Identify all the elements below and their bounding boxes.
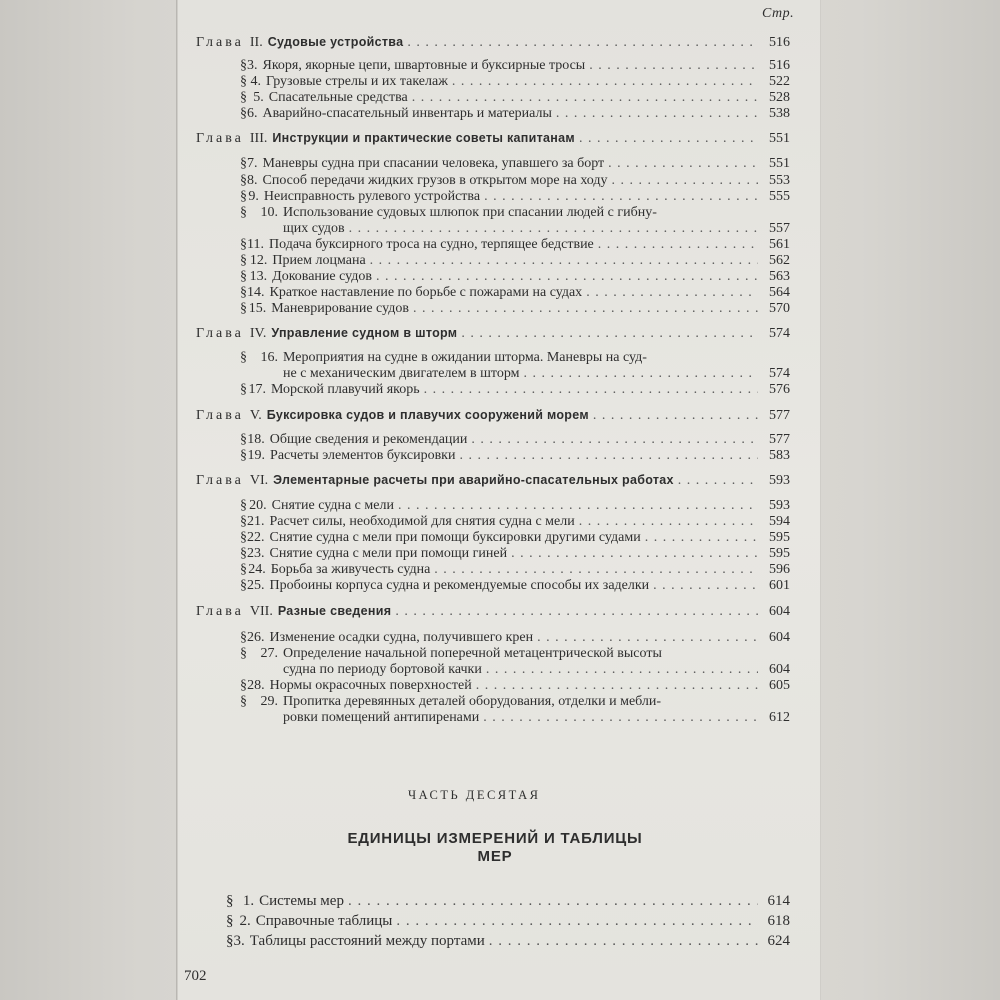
section-page: 577 — [769, 432, 790, 447]
section-title: Расчеты элементов буксировки — [270, 448, 456, 463]
section-page: 557 — [769, 221, 790, 236]
section-symbol: § — [240, 678, 247, 693]
leader-dots — [579, 514, 758, 530]
section-symbol: § — [240, 546, 247, 561]
page-number: 702 — [184, 968, 207, 984]
section-symbol: § — [240, 694, 247, 709]
toc-entry — [226, 912, 790, 930]
chapter-numeral: V. — [249, 408, 262, 423]
section-symbol: § — [240, 498, 247, 513]
section-title: Способ передачи жидких грузов в открытом море на ходу — [262, 173, 608, 188]
section-title: Снятие судна с мели при помощи гиней — [269, 546, 508, 561]
leader-dots — [556, 106, 758, 122]
leader-dots — [483, 710, 758, 726]
toc-entry — [240, 514, 790, 530]
section-page: 528 — [769, 90, 790, 105]
section-number: 19. — [247, 448, 266, 463]
chapter-numeral: VII. — [249, 604, 273, 619]
chapter-title: Управление судном в шторм — [271, 326, 458, 340]
section-title: Использование судовых шлюпок при спасании людей с гибну- — [283, 205, 657, 220]
chapter-title: Разные сведения — [277, 604, 392, 618]
section-page: 601 — [769, 578, 790, 593]
chapter-word: Глава — [196, 604, 244, 619]
leader-dots — [395, 604, 758, 620]
chapter-title: Буксировка судов и плавучих сооружений морем — [266, 408, 589, 422]
toc-entry — [240, 694, 790, 710]
section-title: Справочные таблицы — [255, 913, 393, 929]
chapter-numeral: III. — [249, 131, 268, 146]
section-number: 25. — [247, 578, 265, 593]
section-title: Морской плавучий якорь — [270, 382, 420, 397]
section-symbol: § — [240, 562, 247, 577]
section-symbol: § — [240, 285, 247, 300]
chapter-numeral: IV. — [249, 326, 267, 341]
section-number: 23. — [247, 546, 265, 561]
leader-dots — [645, 530, 758, 546]
section-title: Грузовые стрелы и их такелаж — [266, 74, 448, 89]
section-title: Аварийно-спасательный инвентарь и материалы — [262, 106, 552, 121]
section-title: Пропитка деревянных деталей оборудования, отделки и мебли- — [283, 694, 662, 709]
chapter-title: Судовые устройства — [267, 35, 404, 49]
section-number: 17. — [248, 382, 266, 397]
chapter-heading — [196, 472, 790, 489]
leader-dots — [413, 301, 758, 317]
toc-entry — [226, 932, 790, 950]
section-title: Краткое наставление по борьбе с пожарами на судах — [269, 285, 583, 300]
section-page: 561 — [769, 237, 790, 252]
section-number: 6. — [247, 106, 258, 121]
section-page: 593 — [769, 498, 790, 513]
leader-dots — [376, 269, 758, 285]
leader-dots — [407, 35, 758, 51]
toc-entry — [240, 90, 790, 106]
section-symbol: § — [240, 173, 247, 188]
leader-dots — [598, 237, 758, 253]
section-title: Изменение осадки судна, получившего крен — [269, 630, 534, 645]
section-title: Нормы окрасочных поверхностей — [269, 678, 472, 693]
section-page: 612 — [769, 710, 790, 725]
leader-dots — [537, 630, 758, 646]
section-page: 574 — [769, 366, 790, 381]
chapter-heading — [196, 130, 790, 147]
section-title: Спасательные средства — [268, 90, 408, 105]
toc-entry — [240, 432, 790, 448]
section-title: Якоря, якорные цепи, швартовные и буксирные тросы — [262, 58, 586, 73]
leader-dots — [511, 546, 758, 562]
leader-dots — [476, 678, 758, 694]
section-page: 596 — [769, 562, 790, 577]
section-title: Подача буксирного троса на судно, терпящее бедствие — [268, 237, 594, 252]
toc-entry — [240, 285, 790, 301]
toc-entry — [240, 630, 790, 646]
section-page: 594 — [769, 514, 790, 529]
section-symbol: § — [240, 350, 247, 365]
chapter-page: 604 — [769, 604, 790, 619]
leader-dots — [523, 366, 758, 382]
section-number: 13. — [249, 269, 268, 284]
section-symbol: § — [240, 530, 247, 545]
section-symbol: § — [240, 301, 247, 316]
toc-entry — [240, 498, 790, 514]
section-title-continuation: судна по периоду бортовой качки — [283, 662, 482, 677]
leader-dots — [579, 131, 758, 147]
chapter-word: Глава — [196, 326, 244, 341]
leader-dots — [484, 189, 758, 205]
section-symbol: § — [226, 913, 234, 929]
section-page: 522 — [769, 74, 791, 89]
section-page: 551 — [769, 156, 790, 171]
toc-entry — [240, 269, 790, 285]
section-page: 583 — [769, 448, 790, 463]
section-number: 26. — [247, 630, 265, 645]
section-title: Общие сведения и рекомендации — [269, 432, 468, 447]
leader-dots — [348, 892, 758, 910]
toc-entry — [240, 646, 790, 662]
section-symbol: § — [240, 382, 247, 397]
leader-dots — [486, 662, 758, 678]
chapter-heading — [196, 34, 790, 51]
chapter-numeral: VI. — [249, 473, 269, 488]
section-page: 604 — [769, 662, 790, 677]
toc-entry — [226, 892, 790, 910]
section-number: 18. — [247, 432, 265, 447]
toc-entry — [240, 253, 790, 269]
section-symbol: § — [240, 156, 247, 171]
leader-dots — [678, 473, 758, 489]
page-column-label: Стр. — [762, 6, 795, 21]
section-symbol: § — [240, 58, 247, 73]
section-page: 562 — [769, 253, 790, 268]
section-number: 1. — [242, 893, 255, 909]
toc-entry — [240, 578, 790, 594]
leader-dots — [349, 221, 758, 237]
section-title-continuation: ровки помещений антипиренами — [283, 710, 480, 725]
section-page: 564 — [769, 285, 790, 300]
toc-entry — [240, 205, 790, 221]
chapter-heading — [196, 407, 790, 424]
toc-entry — [240, 678, 790, 694]
leader-dots — [589, 58, 758, 74]
toc-entry — [240, 58, 790, 74]
chapter-page: 551 — [769, 131, 790, 146]
section-number: 27. — [260, 646, 278, 661]
section-symbol: § — [226, 893, 234, 909]
leader-dots — [489, 932, 758, 950]
section-number: 24. — [248, 562, 266, 577]
section-title: Борьба за живучесть судна — [270, 562, 431, 577]
chapter-title: Элементарные расчеты при аварийно-спасательных работах — [273, 473, 674, 487]
section-symbol: § — [240, 205, 247, 220]
chapter-heading — [196, 325, 790, 342]
chapter-word: Глава — [196, 408, 244, 423]
toc-entry-continuation — [283, 710, 790, 726]
section-number: 7. — [247, 156, 258, 171]
toc-entry — [240, 173, 790, 189]
part-label: ЧАСТЬ ДЕСЯТАЯ — [408, 788, 541, 802]
toc-entry — [240, 350, 790, 366]
section-symbol: § — [240, 432, 247, 447]
section-title: Снятие судна с мели — [271, 498, 394, 513]
section-title: Снятие судна с мели при помощи буксировки другими судами — [269, 530, 641, 545]
section-title: Таблицы расстояний между портами — [249, 933, 485, 949]
section-number: 21. — [247, 514, 265, 529]
section-symbol: § — [240, 514, 247, 529]
section-number: 22. — [247, 530, 265, 545]
section-page: 614 — [767, 893, 790, 909]
toc-entry — [240, 156, 790, 172]
section-page: 604 — [769, 630, 790, 645]
section-page: 563 — [769, 269, 790, 284]
section-title: Определение начальной поперечной метацентрической высоты — [283, 646, 662, 661]
toc-entry — [240, 382, 790, 398]
section-number: 16. — [260, 350, 278, 365]
section-title: Докование судов — [272, 269, 373, 284]
section-page: 555 — [769, 189, 790, 204]
section-title-continuation: щих судов — [283, 221, 345, 236]
section-page: 605 — [769, 678, 790, 693]
section-title: Прием лоцмана — [272, 253, 366, 268]
leader-dots — [653, 578, 758, 594]
toc-entry — [240, 189, 790, 205]
leader-dots — [434, 562, 758, 578]
leader-dots — [398, 498, 758, 514]
section-symbol: § — [240, 578, 247, 593]
section-number: 12. — [249, 253, 268, 268]
part-title — [300, 830, 690, 866]
chapter-page: 574 — [769, 326, 790, 341]
section-symbol: § — [226, 933, 234, 949]
chapter-heading — [196, 603, 790, 620]
section-number: 9. — [248, 189, 259, 204]
section-title: Пробоины корпуса судна и рекомендуемые способы их заделки — [269, 578, 650, 593]
chapter-title: Инструкции и практические советы капитанам — [272, 131, 575, 145]
toc-entry — [240, 546, 790, 562]
section-number: 28. — [247, 678, 265, 693]
chapter-word: Глава — [196, 131, 244, 146]
chapter-word: Глава — [196, 473, 244, 488]
section-page: 595 — [769, 546, 790, 561]
section-page: 553 — [769, 173, 790, 188]
section-page: 516 — [769, 58, 790, 73]
chapter-page: 577 — [769, 408, 790, 423]
leader-dots — [586, 285, 758, 301]
chapter-word: Глава — [196, 35, 244, 50]
chapter-page: 516 — [769, 35, 790, 50]
section-symbol: § — [240, 90, 247, 105]
section-symbol: § — [240, 269, 247, 284]
section-symbol: § — [240, 189, 247, 204]
section-symbol: § — [240, 237, 247, 252]
section-symbol: § — [240, 74, 247, 89]
section-number: 2. — [239, 913, 251, 929]
leader-dots — [452, 74, 758, 90]
section-number: 15. — [248, 301, 267, 316]
section-title-continuation: не с механическим двигателем в шторм — [283, 366, 520, 381]
section-number: 3. — [247, 58, 258, 73]
leader-dots — [461, 326, 758, 342]
section-page: 624 — [767, 933, 790, 949]
toc-entry — [240, 448, 790, 464]
section-number: 3. — [233, 933, 245, 949]
leader-dots — [612, 173, 758, 189]
leader-dots — [396, 912, 758, 930]
section-title: Маневрирование судов — [271, 301, 409, 316]
section-symbol: § — [240, 630, 247, 645]
toc-entry — [240, 530, 790, 546]
section-symbol: § — [240, 106, 247, 121]
section-number: 29. — [260, 694, 278, 709]
toc-entry — [240, 562, 790, 578]
leader-dots — [471, 432, 758, 448]
toc-entry — [240, 237, 790, 253]
section-page: 570 — [769, 301, 790, 316]
section-title: Мероприятия на судне в ожидании шторма. Маневры на суд- — [283, 350, 647, 365]
leader-dots — [370, 253, 758, 269]
section-title: Маневры судна при спасании человека, упавшего за борт — [262, 156, 605, 171]
toc-entry — [240, 74, 790, 90]
section-page: 576 — [769, 382, 790, 397]
section-number: 14. — [247, 285, 265, 300]
section-page: 595 — [769, 530, 790, 545]
leader-dots — [424, 382, 758, 398]
toc-entry-continuation — [283, 662, 790, 678]
part-title-line: МЕР — [477, 848, 513, 865]
section-symbol: § — [240, 646, 247, 661]
toc-entry — [240, 301, 790, 317]
chapter-numeral: II. — [249, 35, 263, 50]
toc-entry-continuation — [283, 221, 790, 237]
section-title: Расчет силы, необходимой для снятия судна с мели — [269, 514, 575, 529]
toc-entry — [240, 106, 790, 122]
section-number: 4. — [250, 74, 262, 89]
part-title-line: ЕДИНИЦЫ ИЗМЕРЕНИЙ И ТАБЛИЦЫ — [347, 830, 643, 847]
section-number: 10. — [260, 205, 278, 220]
section-symbol: § — [240, 448, 247, 463]
chapter-page: 593 — [769, 473, 790, 488]
section-number: 5. — [253, 90, 264, 105]
section-number: 8. — [247, 173, 258, 188]
leader-dots — [593, 408, 758, 424]
section-page: 618 — [767, 913, 791, 929]
section-title: Неисправность рулевого устройства — [263, 189, 481, 204]
section-number: 11. — [247, 237, 264, 252]
toc-entry-continuation — [283, 366, 790, 382]
leader-dots — [608, 156, 758, 172]
section-title: Системы мер — [259, 893, 344, 909]
leader-dots — [412, 90, 758, 106]
section-number: 20. — [249, 498, 267, 513]
leader-dots — [459, 448, 758, 464]
section-symbol: § — [240, 253, 247, 268]
section-page: 538 — [769, 106, 790, 121]
